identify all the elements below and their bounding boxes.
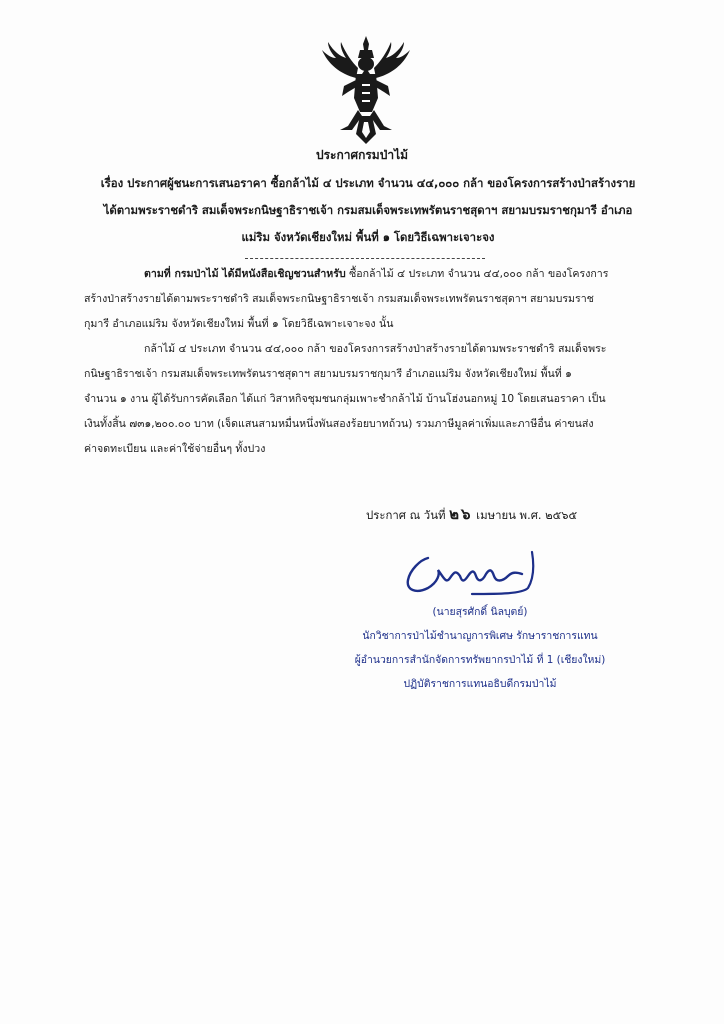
paragraph-segment: ตามที่ กรมป่าไม้ — [144, 268, 223, 280]
signer-position: นักวิชาการป่าไม้ชำนาญการพิเศษ รักษาราชการแทน — [362, 630, 598, 642]
paragraph-segment: ได้มีหนังสือเชิญชวนสำหรับ — [222, 268, 346, 280]
paragraph-line: ค่าจดทะเบียน และค่าใช้จ่ายอื่นๆ ทั้งปวง — [84, 443, 266, 455]
signer-name: (นายสุรศักดิ์ นิลบุตย์) — [432, 606, 528, 618]
signer-position: ผู้อำนวยการสำนักจัดการทรัพยากรป่าไม้ ที่ 1 (เชียงใหม่) — [354, 654, 606, 666]
subject-line: ได้ตามพระราชดำริ สมเด็จพระกนิษฐาธิราชเจ้า กรมสมเด็จพระเทพรัตนราชสุดาฯ สยามบรมราชกุมารี อำเภอ — [103, 203, 633, 217]
signer-block — [330, 600, 630, 696]
announcement-date — [366, 502, 577, 526]
paragraph-line — [84, 262, 666, 287]
divider — [245, 258, 485, 259]
page-title: ประกาศกรมป่าไม้ — [315, 148, 409, 162]
signer-position: ปฏิบัติราชการแทนอธิบดีกรมป่าไม้ — [403, 678, 557, 690]
announcement-day: ๒๖ — [449, 505, 473, 523]
garuda-emblem-icon — [318, 34, 414, 146]
subject-line: แม่ริม จังหวัดเชียงใหม่ พื้นที่ ๑ โดยวิธีเฉพาะเจาะจง — [241, 230, 495, 244]
body-text — [84, 262, 666, 462]
paragraph-line: เงินทั้งสิ้น ๗๓๑,๒๐๐.๐๐ บาท (เจ็ดแสนสามหมื่นหนึ่งพันสองร้อยบาทถ้วน) รวมภาษีมูลค่าเพิ่มและภาษีอื่น ค่าขนส่ง — [84, 418, 594, 430]
announcement-month-year: เมษายน พ.ศ. ๒๕๖๕ — [476, 508, 578, 522]
subject-block — [78, 170, 658, 251]
paragraph-line: กนิษฐาธิราชเจ้า กรมสมเด็จพระเทพรัตนราชสุดาฯ สยามบรมราชกุมารี อำเภอแม่ริม จังหวัดเชียงใหม่ พื้นที่ ๑ — [84, 368, 572, 380]
paragraph-line: กล้าไม้ ๔ ประเภท จำนวน ๔๔,๐๐๐ กล้า ของโครงการสร้างป่าสร้างรายได้ตามพระราชดำริ สมเด็จพระ — [144, 343, 607, 355]
handwritten-signature — [398, 548, 546, 600]
paragraph-line: จำนวน ๑ งาน ผู้ได้รับการคัดเลือก ได้แก่ วิสาหกิจชุมชนกลุ่มเพาะชำกล้าไม้ บ้านโฮ่งนอกหมู่ 10 โดยเสนอราคา เป็น — [84, 393, 606, 405]
paragraph-segment: ซื้อกล้าไม้ ๔ ประเภท จำนวน ๔๔,๐๐๐ กล้า ของโครงการ — [345, 268, 609, 280]
paragraph-line: กุมารี อำเภอแม่ริม จังหวัดเชียงใหม่ พื้นที่ ๑ โดยวิธีเฉพาะเจาะจง นั้น — [84, 318, 394, 330]
announcement-prefix: ประกาศ ณ วันที่ — [366, 508, 446, 522]
subject-line: เรื่อง ประกาศผู้ชนะการเสนอราคา ซื้อกล้าไม้ ๔ ประเภท จำนวน ๔๔,๐๐๐ กล้า ของโครงการสร้างป่าสร้างราย — [100, 176, 636, 190]
paragraph-line: สร้างป่าสร้างรายได้ตามพระราชดำริ สมเด็จพระกนิษฐาธิราชเจ้า กรมสมเด็จพระเทพรัตนราชสุดาฯ สยามบรมราช — [84, 293, 594, 305]
